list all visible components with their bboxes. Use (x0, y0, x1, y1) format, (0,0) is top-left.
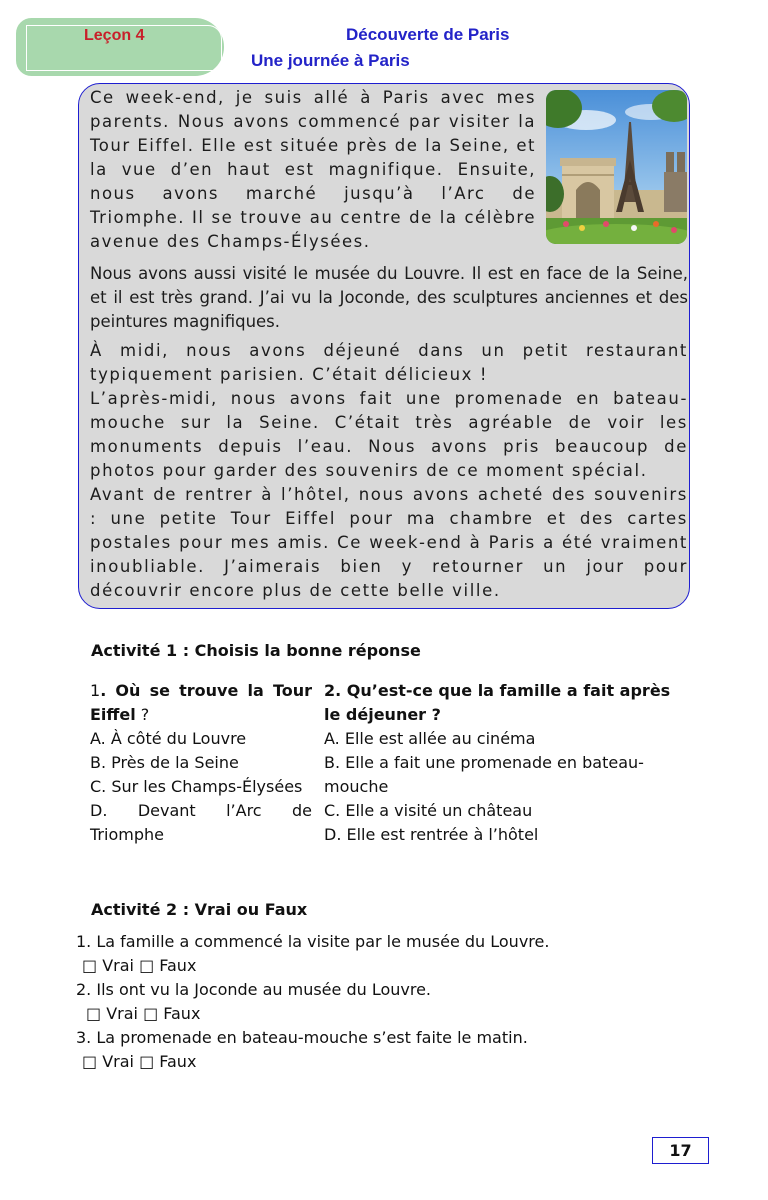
statement-1-choices[interactable]: □ Vrai □ Faux (82, 956, 197, 975)
statement-1: 1. La famille a commencé la visite par le musée du Louvre. (76, 932, 550, 951)
q1-option-d[interactable]: D. Devant l’Arc de Triomphe (90, 801, 312, 844)
q2-option-b[interactable]: B. Elle a fait une promenade en bateau-mouche (324, 753, 644, 796)
page-number: 17 (652, 1137, 709, 1164)
q1-option-b[interactable]: B. Près de la Seine (90, 753, 239, 772)
activity-1-title: Activité 1 : Choisis la bonne réponse (91, 641, 421, 660)
q2-option-d[interactable]: D. Elle est rentrée à l’hôtel (324, 825, 539, 844)
true-false-list (76, 930, 696, 1074)
lesson-label: Leçon 4 (84, 27, 145, 44)
page-title: Découverte de Paris (346, 25, 510, 44)
paragraph-1: Ce week-end, je suis allé à Paris avec mes parents. Nous avons commencé par visiter la Tour Eiffel. Elle est située près de la Seine, et la vue d’en haut est magnifique. Ensuite, nous avons marché jusqu’à l’Arc de Triomphe. Il se trouve au centre de la célèbre avenue des Champs-Élysées. (90, 88, 536, 251)
page-subtitle: Une journée à Paris (251, 51, 410, 70)
paragraph-5: Avant de rentrer à l’hôtel, nous avons acheté des souvenirs : une petite Tour Eiffel pour ma chambre et des cartes postales pour mes amis. Ce week-end à Paris a été vraiment inoubliable. J’aimerais bien y retourner un jour pour découvrir encore plus de cette belle ville. (90, 485, 688, 600)
statement-2-choices[interactable]: □ Vrai □ Faux (86, 1004, 201, 1023)
question-2-text: 2. Qu’est-ce que la famille a fait après le déjeuner ? (324, 681, 671, 724)
paragraph-2: Nous avons aussi visité le musée du Louvre. Il est en face de la Seine, et il est très grand. J’ai vu la Joconde, des sculptures anciennes et des peintures magnifiques. (90, 264, 688, 331)
question-1-prompt: . Où se trouve la Tour Eiffel (90, 681, 312, 724)
q1-option-c[interactable]: C. Sur les Champs-Élysées (90, 777, 303, 796)
question-1-text (90, 679, 312, 727)
question-1-number: 1 (90, 681, 101, 700)
q2-option-c[interactable]: C. Elle a visité un château (324, 801, 533, 820)
paris-photo (546, 90, 687, 244)
question-1 (90, 679, 312, 847)
question-1-mark: ? (135, 705, 150, 724)
paragraph-3: À midi, nous avons déjeuné dans un petit restaurant typiquement parisien. C’était délicieux ! (90, 341, 688, 384)
statement-2: 2. Ils ont vu la Joconde au musée du Louvre. (76, 980, 432, 999)
question-2 (324, 679, 680, 847)
activity-2-title: Activité 2 : Vrai ou Faux (91, 900, 308, 919)
statement-3: 3. La promenade en bateau-mouche s’est faite le matin. (76, 1028, 528, 1047)
q2-option-a[interactable]: A. Elle est allée au cinéma (324, 729, 536, 748)
paragraph-4: L’après-midi, nous avons fait une promenade en bateau-mouche sur la Seine. C’était très agréable de voir les monuments depuis l’eau. Nous avons pris beaucoup de photos pour garder des souvenirs de ce moment spécial. (90, 389, 688, 480)
q1-option-a[interactable]: A. À côté du Louvre (90, 729, 247, 748)
statement-3-choices[interactable]: □ Vrai □ Faux (82, 1052, 197, 1071)
